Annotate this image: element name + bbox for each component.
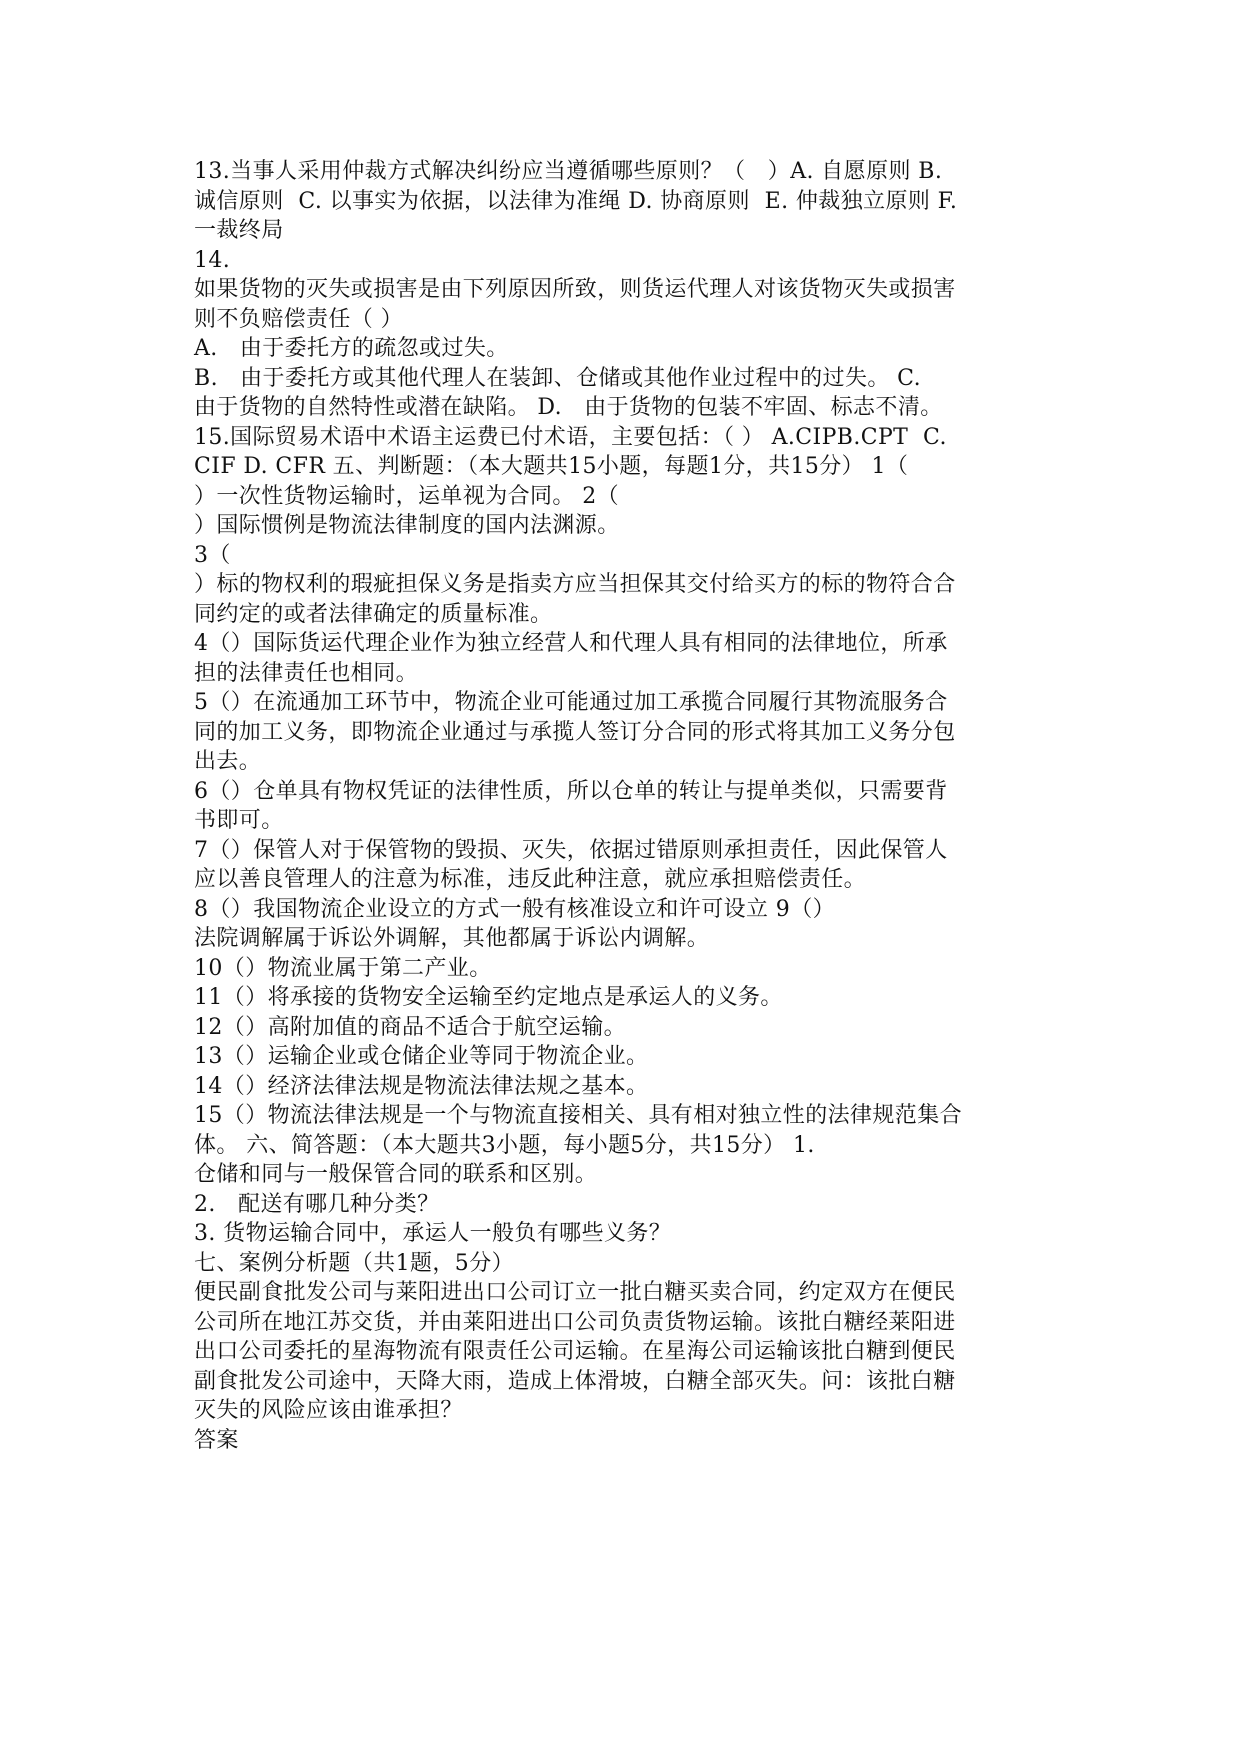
text-line: 灭失的风险应该由谁承担？ xyxy=(194,1398,463,1423)
text-line: 6（）仓单具有物权凭证的法律性质，所以仓单的转让与提单类似，只需要背 xyxy=(194,778,948,804)
text-line: 14（）经济法律法规是物流法律法规之基本。 xyxy=(194,1073,649,1099)
text-line: 书即可。 xyxy=(194,808,284,833)
text-line: 14. xyxy=(194,247,231,273)
text-line: A. 由于委托方的疏忽或过失。 xyxy=(194,336,509,361)
text-line: 则不负赔偿责任（ ） xyxy=(194,306,403,332)
text-line: 3（ xyxy=(194,542,231,568)
document-body xyxy=(194,157,1054,1455)
text-line: 13.当事人采用仲裁方式解决纠纷应当遵循哪些原则？（ ）A. 自愿原则 B. xyxy=(194,159,943,184)
text-line: 由于货物的自然特性或潜在缺陷。 D. 由于货物的包装不牢固、标志不清。 xyxy=(194,395,943,420)
text-line: 8（）我国物流企业设立的方式一般有核准设立和许可设立 9（） xyxy=(194,896,835,922)
text-line: 七、案例分析题（共1题，5分） xyxy=(194,1250,514,1276)
text-line: 仓储和同与一般保管合同的联系和区别。 xyxy=(194,1162,598,1187)
text-line: 应以善良管理人的注意为标准，违反此种注意，就应承担赔偿责任。 xyxy=(194,867,867,892)
text-line: ）国际惯例是物流法律制度的国内法渊源。 xyxy=(194,513,620,538)
text-line: 答案 xyxy=(194,1427,239,1453)
text-line: 公司所在地江苏交货，并由莱阳进出口公司负责货物运输。该批白糖经莱阳进 xyxy=(194,1309,956,1335)
text-line: 4（）国际货运代理企业作为独立经营人和代理人具有相同的法律地位，所承 xyxy=(194,631,948,656)
text-line: 如果货物的灭失或损害是由下列原因所致，则货运代理人对该货物灭失或损害 xyxy=(194,277,956,302)
text-line: 10（）物流业属于第二产业。 xyxy=(194,955,492,981)
text-line: B. 由于委托方或其他代理人在装卸、仓储或其他作业过程中的过失。 C. xyxy=(194,365,921,391)
text-line: 副食批发公司途中，天降大雨，造成上体滑坡，白糖全部灭失。问：该批白糖 xyxy=(194,1368,956,1394)
text-line: 担的法律责任也相同。 xyxy=(194,660,419,686)
text-line: 诚信原则 C. 以事实为依据，以法律为准绳 D. 协商原则 E. 仲裁独立原则 F. xyxy=(194,188,958,214)
text-line: 12（）高附加值的商品不适合于航空运输。 xyxy=(194,1014,626,1040)
text-line: 3. 货物运输合同中，承运人一般负有哪些义务？ xyxy=(194,1221,672,1246)
text-line: 15.国际贸易术语中术语主运费已付术语，主要包括：（ ） A.CIPB.CPT C. xyxy=(194,424,947,450)
text-line: 同的加工义务，即物流企业通过与承揽人签订分合同的形式将其加工义务分包 xyxy=(194,719,956,745)
text-line: 一裁终局 xyxy=(194,218,284,243)
text-line: 13（）运输企业或仓储企业等同于物流企业。 xyxy=(194,1044,649,1069)
text-line: 出口公司委托的星海物流有限责任公司运输。在星海公司运输该批白糖到便民 xyxy=(194,1339,956,1364)
text-line: 7（）保管人对于保管物的毁损、灭失，依据过错原则承担责任，因此保管人 xyxy=(194,837,948,863)
text-line: 体。 六、简答题：（本大题共3小题，每小题5分，共15分） 1. xyxy=(194,1132,815,1158)
text-line: ）标的物权利的瑕疵担保义务是指卖方应当担保其交付给买方的标的物符合合 xyxy=(194,572,956,597)
text-line: CIF D. CFR 五、判断题：（本大题共15小题，每题1分，共15分） 1（ xyxy=(194,454,909,479)
text-line: 便民副食批发公司与莱阳进出口公司订立一批白糖买卖合同，约定双方在便民 xyxy=(194,1280,956,1305)
text-line: 法院调解属于诉讼外调解，其他都属于诉讼内调解。 xyxy=(194,926,710,951)
text-line: 2. 配送有哪几种分类？ xyxy=(194,1191,440,1217)
text-line: ）一次性货物运输时，运单视为合同。 2（ xyxy=(194,483,619,509)
text-line: 同约定的或者法律确定的质量标准。 xyxy=(194,601,553,627)
text-line: 出去。 xyxy=(194,749,262,774)
text-line: 11（）将承接的货物安全运输至约定地点是承运人的义务。 xyxy=(194,985,783,1010)
text-line: 5（）在流通加工环节中，物流企业可能通过加工承揽合同履行其物流服务合 xyxy=(194,690,948,715)
text-line: 15（）物流法律法规是一个与物流直接相关、具有相对独立性的法律规范集合 xyxy=(194,1103,962,1128)
